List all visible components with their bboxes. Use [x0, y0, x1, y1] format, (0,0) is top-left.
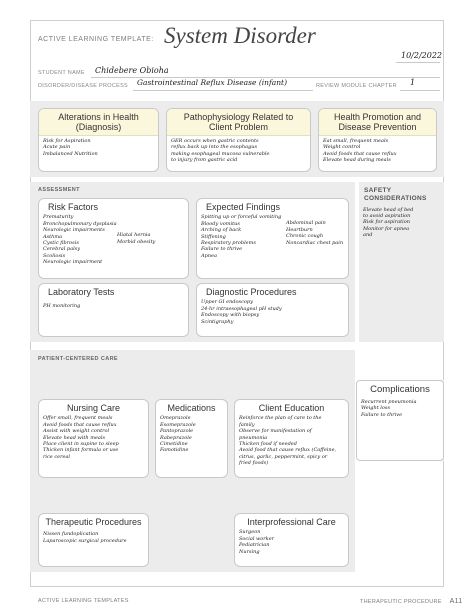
health-promotion-list [319, 136, 436, 164]
list-item[interactable]: to avoid aspiration [363, 213, 411, 219]
expected-findings-list-2 [282, 212, 346, 259]
list-item[interactable]: Cimetidine [160, 440, 188, 447]
alterations-list [39, 136, 158, 157]
review-chapter-value[interactable]: 1 [410, 78, 416, 87]
lab-tests-list [39, 297, 188, 309]
list-item[interactable]: Recurrent pneumonia [361, 398, 417, 405]
list-item[interactable]: Avoid foods that cause reflux [43, 421, 117, 428]
nursing-care-title: Nursing Care [66, 403, 121, 413]
diagnostic-procedures-card [196, 283, 349, 337]
footer-right [360, 598, 462, 605]
list-item[interactable]: Bronchopulmonary dysplasia [43, 220, 117, 227]
complications-title: Complications [370, 384, 430, 395]
template-label: ACTIVE LEARNING TEMPLATE: [38, 36, 154, 43]
list-item[interactable]: Respiratory problems [201, 239, 256, 246]
list-item[interactable]: Endoscopy with biopsy [201, 312, 260, 319]
list-item[interactable]: Prematurity [43, 214, 74, 221]
list-item[interactable]: pneumonia [239, 434, 268, 441]
student-name-label: STUDENT NAME [38, 70, 85, 76]
interprofessional-care-title: Interprofessional Care [247, 517, 336, 527]
list-item[interactable]: Failure to thrive [201, 246, 243, 253]
list-item[interactable]: Acute pain [43, 144, 71, 151]
list-item[interactable]: to injury from gastric acid [171, 156, 238, 163]
list-item[interactable]: Laparoscopic surgical procedure [43, 537, 127, 544]
list-item[interactable]: Weight control [323, 144, 361, 151]
expected-findings-card [196, 198, 349, 279]
template-title: System Disorder [164, 23, 316, 48]
list-item[interactable]: Elevate head with meals [43, 434, 106, 441]
list-item[interactable]: Omeprazole [160, 415, 191, 422]
alterations-title: Alterations in Health (Diagnosis) [39, 109, 158, 136]
list-item[interactable]: Neurologic impairments [43, 227, 105, 234]
list-item[interactable]: Heartburn [286, 226, 313, 233]
pathophysiology-list [167, 136, 310, 164]
pathophysiology-title: Pathophysiology Related to Client Problem [167, 109, 310, 136]
list-item[interactable]: Pediatrician [239, 542, 270, 549]
list-item[interactable]: Imbalanced Nutrition [43, 150, 98, 157]
risk-factors-title: Risk Factors [48, 202, 99, 212]
list-item[interactable]: Thicken infant formula or use [43, 447, 119, 454]
health-promotion-card [318, 108, 437, 172]
pathophysiology-card [166, 108, 311, 172]
client-education-title: Client Education [258, 403, 325, 413]
list-item[interactable]: Scoliosis [43, 252, 66, 259]
list-item[interactable]: GER occurs when gastric contents [171, 137, 259, 144]
health-promotion-title: Health Promotion and Disease Prevention [319, 109, 436, 136]
diagnostic-procedures-list [197, 297, 348, 325]
list-item[interactable]: Chronic cough [286, 233, 324, 240]
list-item[interactable]: Avoid foods that cause reflux [323, 150, 397, 157]
review-module-label: REVIEW MODULE CHAPTER [316, 83, 397, 89]
expected-findings-list-1 [197, 212, 282, 259]
list-item[interactable]: citrus, garlic, peppermint, spicy or [239, 453, 328, 460]
list-item[interactable]: Elevate head of bed [363, 206, 414, 213]
footer-page-number: A11 [449, 598, 463, 605]
list-item[interactable]: Morbid obesity [117, 238, 156, 245]
list-item[interactable]: Nissen fundoplication [43, 531, 99, 538]
date-value: 10/2/2022 [401, 51, 443, 60]
list-item[interactable]: Apnea [201, 252, 217, 259]
list-item[interactable]: Asthma [43, 233, 63, 240]
list-item[interactable]: Surgeon [239, 529, 261, 536]
complications-card [356, 380, 444, 461]
patient-care-label: PATIENT-CENTERED CARE [38, 356, 119, 362]
date-rule [396, 62, 440, 63]
list-item[interactable]: reflux back up into the esophagus [171, 144, 258, 151]
list-item[interactable]: rice cereal [43, 453, 71, 460]
list-item[interactable]: Bloody vomitus [201, 220, 240, 227]
list-item[interactable]: Weight loss [361, 405, 391, 412]
nursing-care-card [38, 399, 149, 478]
list-item[interactable]: Stiffening [201, 233, 226, 240]
assessment-label: ASSESSMENT [38, 187, 80, 193]
list-item[interactable]: Spitting up or forceful vomiting [201, 214, 282, 221]
list-item[interactable]: Monitor for apnea [363, 225, 410, 232]
footer-left: ACTIVE LEARNING TEMPLATES [38, 598, 129, 604]
safety-list [359, 205, 444, 239]
safety-title: SAFETY CONSIDERATIONS [364, 187, 427, 202]
list-item[interactable]: PH monitoring [43, 303, 81, 310]
therapeutic-procedures-list [39, 527, 148, 544]
list-item[interactable]: Nursing [239, 548, 260, 555]
medications-title: Medications [167, 403, 216, 413]
list-item[interactable]: Abdominal pain [286, 220, 326, 227]
disorder-label: DISORDER/DISEASE PROCESS [38, 83, 129, 89]
list-item[interactable]: Eat small, frequent meals [323, 137, 389, 144]
list-item[interactable]: Upper GI endoscopy [201, 299, 253, 306]
list-item[interactable]: Neurologic impairment [43, 259, 103, 266]
interprofessional-care-list [235, 527, 348, 555]
list-item[interactable]: Cerebral palsy [43, 246, 81, 253]
diagnostic-procedures-title: Diagnostic Procedures [206, 287, 297, 297]
student-name-value[interactable]: Chidebere Obioha [95, 66, 169, 75]
disorder-value[interactable]: Gastrointestinal Reflux Disease (infant) [137, 78, 287, 87]
list-item[interactable]: 24-hr intraesophageal pH study [201, 305, 282, 312]
list-item[interactable]: Place client in supine to sleep [43, 440, 119, 447]
list-item[interactable]: Rabeprazole [160, 434, 192, 441]
list-item[interactable]: Pantoprazole [160, 428, 194, 435]
list-item[interactable]: Famotidine [160, 447, 189, 454]
list-item[interactable]: Thicken food if needed [239, 440, 297, 447]
list-item[interactable]: Risk for Aspiration [43, 137, 91, 144]
disorder-rule [133, 90, 313, 91]
list-item[interactable]: Elevate head during meals [323, 156, 391, 163]
risk-factors-card [38, 198, 189, 279]
list-item[interactable]: Esomeprazole [160, 421, 196, 428]
therapeutic-procedures-card [38, 513, 149, 567]
list-item[interactable]: making esophageal mucosa vulnerable [171, 150, 270, 157]
list-item[interactable]: Scintigraphy [201, 318, 234, 325]
list-item[interactable]: family [239, 421, 255, 428]
list-item[interactable]: Reinforce the plan of care to the [239, 415, 322, 422]
risk-factors-list-1 [39, 212, 117, 266]
alterations-card [38, 108, 159, 172]
list-item[interactable]: Arching of back [201, 227, 242, 234]
complications-list [357, 396, 443, 418]
footer-section: THERAPEUTIC PROCEDURE [360, 599, 442, 605]
interprofessional-care-card [234, 513, 349, 567]
lab-tests-card [38, 283, 189, 337]
client-education-card [234, 399, 349, 478]
list-item[interactable]: Hiatal hernia [117, 232, 151, 239]
nursing-care-list [39, 413, 148, 460]
list-item[interactable]: Noncardiac chest pain [286, 239, 344, 246]
therapeutic-procedures-title: Therapeutic Procedures [45, 517, 142, 527]
client-education-list [235, 413, 348, 466]
list-item[interactable]: Assist with weight control [43, 428, 110, 435]
list-item[interactable]: and [363, 232, 373, 239]
lab-tests-title: Laboratory Tests [48, 287, 115, 297]
list-item[interactable]: Avoid food that cause reflux (Caffeine, [239, 447, 337, 454]
risk-factors-list-2 [113, 212, 158, 265]
list-item[interactable]: Cystic fibrosis [43, 239, 79, 246]
list-item[interactable]: Social worker [239, 535, 275, 542]
medications-card [155, 399, 228, 478]
list-item[interactable]: Offer small, frequent meals [43, 415, 113, 422]
expected-findings-title: Expected Findings [206, 202, 281, 212]
list-item[interactable]: Risk for aspiration [363, 219, 410, 226]
list-item[interactable]: fried foods) [239, 460, 269, 467]
list-item[interactable]: Observe for manifestation of [239, 428, 312, 435]
review-rule [400, 90, 440, 91]
list-item[interactable]: Failure to thrive [361, 411, 403, 418]
safety-panel [359, 182, 444, 342]
medications-list [156, 413, 227, 453]
